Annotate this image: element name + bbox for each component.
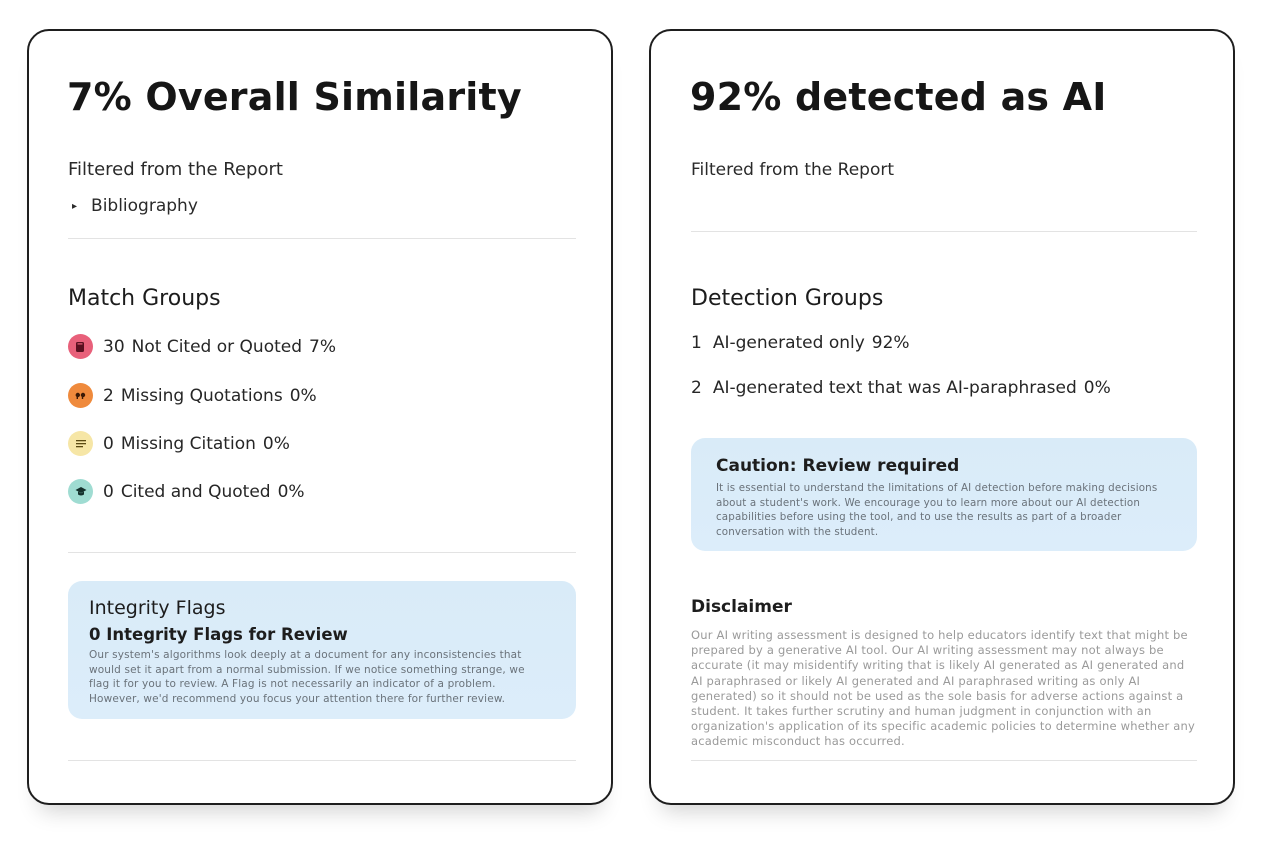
- caution-panel: [691, 438, 1197, 551]
- match-groups-heading: Match Groups: [68, 286, 221, 311]
- similarity-card: [27, 29, 613, 805]
- filtered-item-bibliography[interactable]: [72, 196, 198, 216]
- quote-icon: [68, 383, 93, 408]
- caret-right-icon: ▸: [72, 200, 78, 212]
- caution-description: It is essential to understand the limitations of AI detection before making decisions about a student's work. We encourage you to learn more about our AI detection capabilities before using the tool, and to use the results as part of a broader conversation with the student.: [716, 482, 1158, 538]
- detection-group-ai-generated[interactable]: 1 AI-generated only 92%: [691, 333, 910, 353]
- detection-groups-heading: Detection Groups: [691, 286, 884, 311]
- divider: [68, 552, 576, 553]
- disclaimer-title: Disclaimer: [691, 597, 792, 617]
- disclaimer-text: Our AI writing assessment is designed to help educators identify text that might be prepared by a generative AI tool. Our AI writing assessment may not always be accurate (it may misidentify writing that is likely AI generated as AI generated and AI paraphrased or likely AI generated and AI paraphrased writing as only AI generated) so it should not be used as the sole basis for adverse actions against a student. It takes further scrutiny and human judgment in conjunction with an organization's application of its specific academic policies to determine whether any academic misconduct has occurred.: [691, 628, 1196, 749]
- filtered-item-label: Bibliography: [91, 196, 198, 216]
- match-group-missing-citation[interactable]: 0 Missing Citation 0%: [68, 431, 290, 456]
- divider: [68, 760, 576, 761]
- filtered-label: Filtered from the Report: [68, 159, 283, 180]
- ai-detection-title: 92% detected as AI: [690, 75, 1107, 119]
- match-group-missing-quotations[interactable]: 2 Missing Quotations 0%: [68, 383, 317, 408]
- divider: [691, 760, 1197, 761]
- detection-group-ai-paraphrased[interactable]: 2 AI-generated text that was AI-paraphrased 0%: [691, 378, 1111, 398]
- integrity-flags-title: Integrity Flags: [89, 597, 226, 619]
- graduation-cap-icon: [68, 479, 93, 504]
- match-group-cited-quoted[interactable]: 0 Cited and Quoted 0%: [68, 479, 305, 504]
- divider: [68, 238, 576, 239]
- book-icon: [68, 334, 93, 359]
- caution-title: Caution: Review required: [716, 456, 960, 476]
- integrity-flags-panel: [68, 581, 576, 719]
- similarity-title: 7% Overall Similarity: [67, 75, 522, 119]
- ai-detection-card: [649, 29, 1235, 805]
- integrity-flags-description: Our system's algorithms look deeply at a document for any inconsistencies that would set it apart from a normal submission. If we notice something strange, we flag it for you to review. A Flag is not necessarily an indicator of a problem. However, we'd recommend you focus your attention there for further review.: [89, 649, 525, 705]
- integrity-flags-count: 0 Integrity Flags for Review: [89, 625, 348, 644]
- divider: [691, 231, 1197, 232]
- match-group-not-cited[interactable]: 30 Not Cited or Quoted 7%: [68, 334, 336, 359]
- lines-icon: [68, 431, 93, 456]
- filtered-label: Filtered from the Report: [691, 160, 895, 180]
